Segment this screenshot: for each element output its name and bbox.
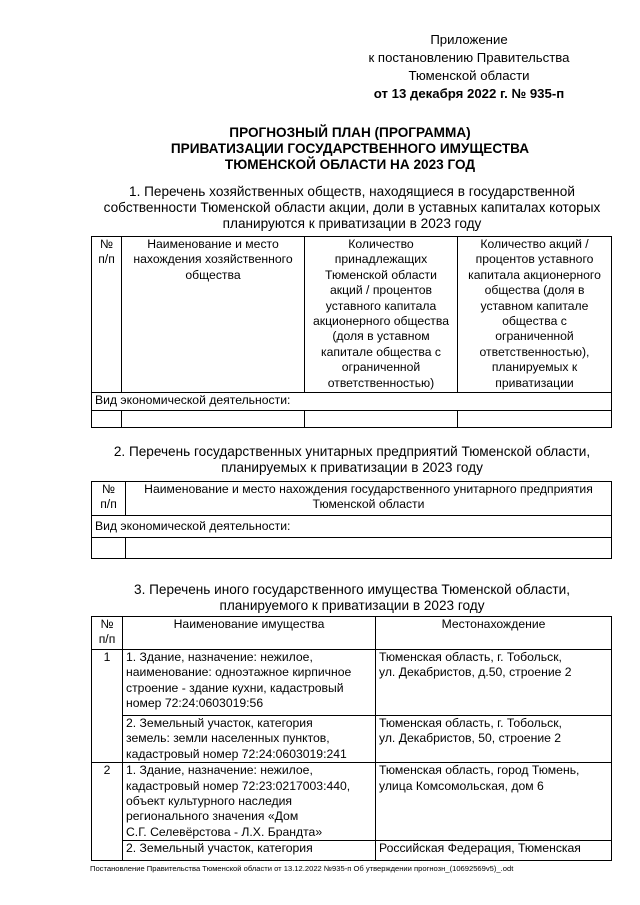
property-name-line: регионального значения «Дом	[126, 809, 299, 824]
property-name-line: 2. Земельный участок, категория	[126, 716, 313, 730]
property-name-line: С.Г. Селевёрстова - Л.Х. Брандта»	[126, 824, 323, 839]
title-line: ПРОГНОЗНЫЙ ПЛАН (ПРОГРАММА)	[229, 125, 471, 140]
location-cell	[376, 841, 612, 861]
property-name-line: кадастровый номер 72:23:0217003:440,	[126, 778, 351, 793]
property-name-cell	[123, 716, 376, 763]
location-cell	[376, 763, 612, 841]
heading-line: планируются к приватизации в 2023 году	[222, 216, 482, 231]
property-name-cell	[123, 841, 376, 861]
header-num: № п/п	[92, 617, 123, 650]
property-name-line: строение - здание кухни, кадастровый	[126, 680, 344, 695]
title-line: ТЮМЕНСКОЙ ОБЛАСТИ НА 2023 ГОД	[224, 157, 476, 172]
cell	[92, 411, 122, 428]
section1-heading	[88, 184, 616, 232]
property-name-line: номер 72:24:0603019:56	[126, 696, 264, 711]
header-shares-planned: Количество акций / процентов уставного капитала акционерного общества (доля в уставном капитале общества с ограниченной ответственностью), планируемых к приватизации	[458, 237, 612, 393]
property-name-cell	[123, 763, 376, 841]
title-line: ПРИВАТИЗАЦИИ ГОСУДАРСТВЕННОГО ИМУЩЕСТВА	[170, 141, 530, 156]
location-cell	[376, 716, 612, 763]
header-company-name: Наименование и место нахождения хозяйственного общества	[122, 237, 305, 393]
cell	[92, 538, 126, 559]
heading-line: 1. Перечень хозяйственных обществ, находящиеся в государственной	[129, 184, 575, 199]
table-row	[92, 650, 612, 716]
property-name-line: кадастровый номер 72:24:0603019:241	[126, 746, 347, 761]
heading-line: 3. Перечень иного государственного имущества Тюменской области,	[134, 582, 570, 597]
heading-line: 2. Перечень государственных унитарных предприятий Тюменской области,	[113, 444, 591, 459]
table-header-row	[92, 482, 612, 516]
location-line: Тюменская область, город Тюмень,	[379, 763, 580, 778]
appendix-line: Приложение	[430, 32, 508, 47]
property-name-line: объект культурного наследия	[126, 794, 293, 809]
table-header-row	[92, 617, 612, 650]
row-number: 1	[92, 650, 123, 763]
property-name-line: земель: земли населенных пунктов,	[126, 731, 330, 746]
property-name-line: наименование: одноэтажное кирпичное	[126, 665, 352, 680]
cell	[305, 411, 458, 428]
activity-label: Вид экономической деятельности:	[92, 393, 612, 411]
table-other-property	[91, 616, 612, 861]
header-num: № п/п	[92, 482, 126, 516]
location-line: Российская Федерация, Тюменская	[379, 841, 581, 856]
location-cell	[376, 650, 612, 716]
header-enterprise-name: Наименование и место нахождения государственного унитарного предприятия Тюменской области	[126, 482, 612, 516]
table-enterprises	[91, 481, 612, 559]
appendix-block	[340, 31, 598, 103]
header-property-name: Наименование имущества	[123, 617, 376, 650]
heading-line: планируемых к приватизации в 2023 году	[221, 460, 483, 475]
table-companies	[91, 236, 612, 428]
header-location: Местонахождение	[376, 617, 612, 650]
appendix-line: Тюменской области	[408, 68, 530, 83]
property-name-line: 1. Здание, назначение: нежилое,	[126, 650, 313, 664]
document-title	[100, 125, 600, 173]
header-shares-owned: Количество принадлежащих Тюменской области акций / процентов уставного капитала акционерного общества (доля в уставном капитале общества с ограниченной ответственностью)	[305, 237, 458, 393]
section2-heading	[88, 444, 616, 476]
location-line: ул. Декабристов, 50, строение 2	[379, 731, 562, 746]
cell	[122, 411, 305, 428]
cell	[458, 411, 612, 428]
location-line: ул. Декабристов, д.50, строение 2	[379, 665, 572, 680]
activity-row	[92, 393, 612, 411]
heading-line: собственности Тюменской области акции, доли в уставных капиталах которых	[103, 200, 601, 215]
property-name-line: 2. Земельный участок, категория	[126, 841, 313, 856]
location-line: Тюменская область, г. Тобольск,	[379, 716, 562, 730]
heading-line: планируемого к приватизации в 2023 году	[219, 598, 485, 613]
location-line: улица Комсомольская, дом 6	[379, 778, 544, 793]
activity-row	[92, 516, 612, 538]
table-row	[92, 841, 612, 861]
header-num: № п/п	[92, 237, 122, 393]
property-name-cell	[123, 650, 376, 716]
table-row	[92, 411, 612, 428]
section3-heading	[88, 582, 616, 614]
activity-label: Вид экономической деятельности:	[92, 516, 612, 538]
table-row	[92, 538, 612, 559]
document-footer: Постановление Правительства Тюменской области от 13.12.2022 №935-п Об утверждении прогнозн_(10692569v5)_.odt	[90, 864, 514, 873]
table-header-row	[92, 237, 612, 393]
row-number: 2	[92, 763, 123, 861]
cell	[126, 538, 612, 559]
table-row	[92, 763, 612, 841]
appendix-date-line: от 13 декабря 2022 г. № 935-п	[373, 86, 565, 101]
location-line: Тюменская область, г. Тобольск,	[379, 650, 562, 664]
appendix-line: к постановлению Правительства	[368, 50, 570, 65]
property-name-line: 1. Здание, назначение: нежилое,	[126, 763, 313, 778]
table-row	[92, 716, 612, 763]
